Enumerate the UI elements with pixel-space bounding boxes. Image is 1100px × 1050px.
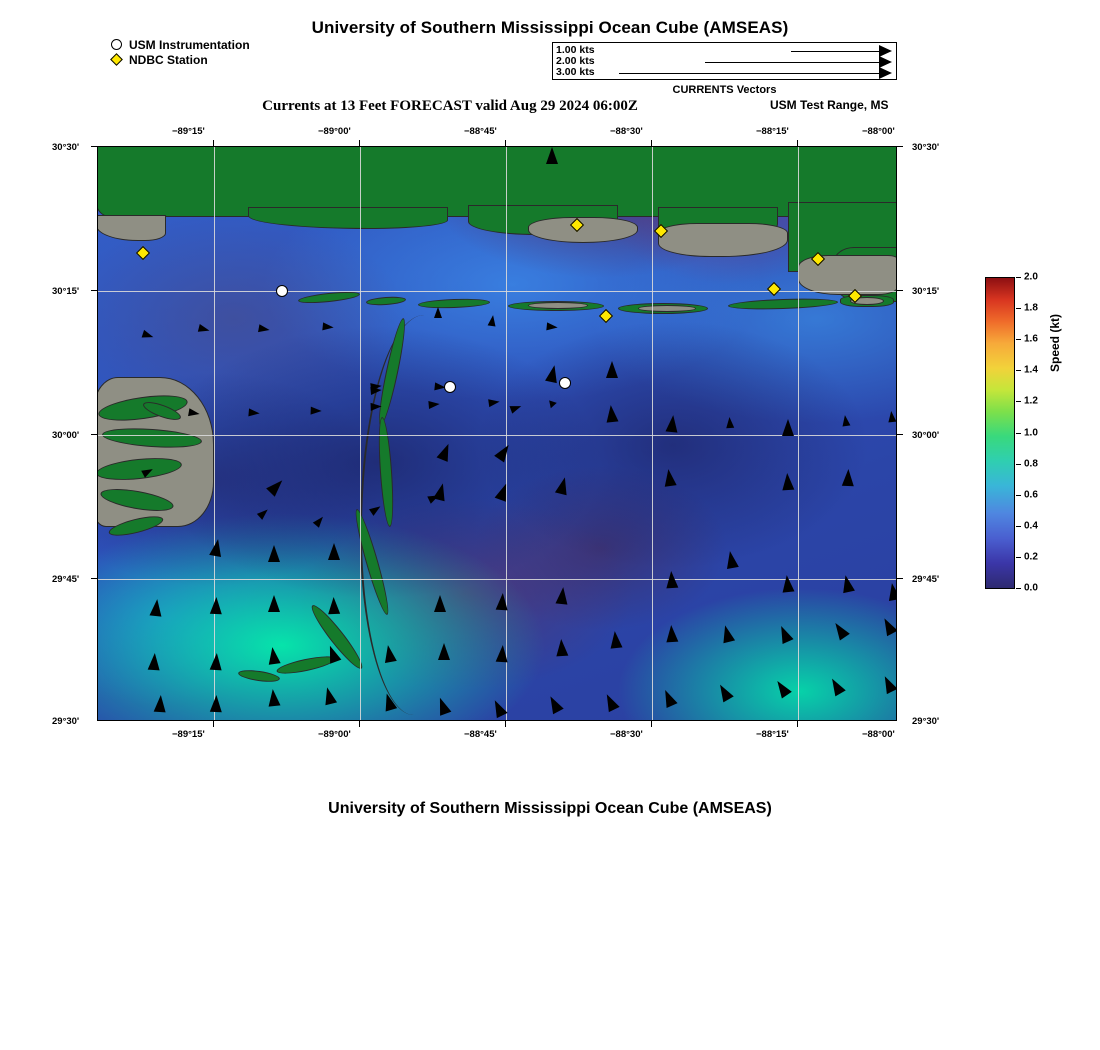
vector-scale-caption: CURRENTS Vectors [672,84,777,96]
colorbar-tick-label: 0.8 [1024,458,1038,470]
station-usm-instrumentation[interactable] [276,285,288,297]
current-vector [438,643,450,660]
legend-label-usm: USM Instrumentation [129,38,250,52]
gridline-lon-4 [652,147,653,720]
station-usm-instrumentation[interactable] [444,381,456,393]
current-vector [549,399,558,408]
axis-label-lon-top-2: −89°00' [318,126,351,137]
current-vector [266,646,280,665]
tick-lon-top-3 [505,140,506,146]
current-vector [662,468,676,487]
axis-label-lon-top-6: −88°00' [862,126,895,137]
gridline-lon-5 [798,147,799,720]
colorbar-tick-label: 1.2 [1024,395,1038,407]
axis-label-lat-left-3: 30°00' [52,430,80,441]
current-vector [148,653,161,671]
colorbar-tick-label: 1.6 [1024,333,1038,345]
axis-label-lat-right-4: 29°45' [912,574,940,585]
current-vector [328,543,340,560]
axis-label-lat-right-5: 29°30' [912,716,940,727]
current-vector [781,473,794,491]
marsh-mainland-mid [528,217,638,243]
tick-lon-bottom-5 [797,721,798,727]
range-label: USM Test Range, MS [770,98,889,112]
page-title: University of Southern Mississippi Ocean Cube (AMSEAS) [311,18,789,37]
current-vector [154,695,167,713]
axis-label-lat-left-1: 30°30' [52,142,80,153]
axis-label-lat-right-2: 30°15' [912,286,940,297]
axis-label-lat-right-3: 30°00' [912,430,940,441]
vector-scale-label-1: 1.00 kts [556,44,595,56]
station-legend [110,38,250,68]
circle-marker-icon [110,38,126,52]
current-vector [370,382,382,391]
tick-lon-bottom-4 [651,721,652,727]
tick-lat-left-1 [91,146,97,147]
current-vector [609,630,623,648]
current-vector [268,545,280,562]
vector-scale-label-3: 3.00 kts [556,66,595,78]
current-vector [434,307,442,318]
vector-scale-row-3 [553,67,898,79]
tick-lon-top-2 [359,140,360,146]
colorbar-tick-label: 0.4 [1024,520,1038,532]
tick-lat-right-2 [897,290,903,291]
current-vector [149,598,163,616]
axis-label-lon-top-1: −89°15' [172,126,205,137]
gridline-lat-3 [98,579,896,580]
vector-scale-label-2: 2.00 kts [556,55,595,67]
current-vector [782,419,794,436]
colorbar-gradient [985,277,1015,589]
current-vector [605,404,619,422]
tick-lat-right-4 [897,578,903,579]
map-canvas[interactable] [97,146,897,721]
colorbar-tick-label: 0.2 [1024,551,1038,563]
tick-lat-left-2 [91,290,97,291]
current-vector [267,688,281,706]
axis-label-lon-bottom-2: −89°00' [318,729,351,740]
current-vector [841,415,850,427]
axis-label-lon-bottom-6: −88°00' [862,729,895,740]
current-vector [665,625,678,643]
tick-lat-left-3 [91,434,97,435]
current-vector [886,582,897,601]
gridline-lon-3 [506,147,507,720]
current-vector [371,402,382,410]
current-vector [322,322,334,331]
current-vector [725,417,734,429]
axis-label-lat-left-2: 30°15' [52,286,80,297]
tick-lon-bottom-2 [359,721,360,727]
marsh-mainland-east [658,223,788,257]
tick-lon-bottom-1 [213,721,214,727]
current-vector [188,408,200,418]
axis-label-lat-left-5: 29°30' [52,716,80,727]
current-vector [496,593,509,611]
legend-item-ndbc [110,53,250,67]
current-vector [258,324,270,334]
legend-item-usm [110,38,250,52]
axis-label-lat-right-1: 30°30' [912,142,940,153]
current-vector [887,411,896,423]
axis-label-lon-top-3: −88°45' [464,126,497,137]
island-petit-bois-marsh [638,305,696,312]
colorbar-tick-label: 1.0 [1024,427,1038,439]
diamond-marker-icon [110,53,126,67]
gridline-lat-2 [98,435,896,436]
current-vector [210,597,223,614]
legend-label-ndbc: NDBC Station [129,53,208,67]
colorbar [985,271,1038,594]
colorbar-tick-label: 0.0 [1024,582,1038,594]
current-vector [268,595,280,612]
tick-lon-bottom-3 [505,721,506,727]
axis-label-lon-bottom-4: −88°30' [610,729,643,740]
colorbar-tick-label: 1.4 [1024,364,1038,376]
tick-lon-top-4 [651,140,652,146]
island-horn-marsh [528,302,588,309]
axis-label-lon-top-4: −88°30' [610,126,643,137]
footer-title: University of Southern Mississippi Ocean Cube (AMSEAS) [328,800,772,817]
current-vector [496,645,509,663]
current-vector [781,574,795,592]
current-vector [428,400,440,409]
colorbar-title: Speed (kt) [1048,313,1062,372]
station-usm-instrumentation[interactable] [559,377,571,389]
vector-scale-box [552,42,897,80]
current-vector [842,469,855,486]
current-vector [555,639,568,657]
current-vector [665,571,678,589]
axis-label-lon-bottom-5: −88°15' [756,729,789,740]
colorbar-tick-label: 1.8 [1024,302,1038,314]
current-vector [210,695,223,712]
forecast-subtitle: Currents at 13 Feet FORECAST valid Aug 29 2024 06:00Z [262,98,638,114]
current-vector [606,361,618,378]
axis-label-lat-left-4: 29°45' [52,574,80,585]
current-vector [434,595,446,612]
current-vector [210,653,223,671]
tick-lat-right-1 [897,146,903,147]
current-vector [546,322,558,331]
current-vector [546,147,558,164]
current-vector [311,407,322,415]
current-vector [488,398,500,407]
axis-label-lon-bottom-1: −89°15' [172,729,205,740]
current-vector [488,315,497,327]
tick-lat-left-4 [91,578,97,579]
tick-lon-top-5 [797,140,798,146]
colorbar-tick-label: 2.0 [1024,271,1038,283]
current-vector [328,597,341,614]
tick-lon-top-1 [213,140,214,146]
current-vector [248,408,260,417]
axis-label-lon-top-5: −88°15' [756,126,789,137]
tick-lat-right-3 [897,434,903,435]
current-vector [555,586,569,604]
gridline-lon-2 [360,147,361,720]
current-vector [665,414,679,432]
colorbar-tick-label: 0.6 [1024,489,1038,501]
axis-label-lon-bottom-3: −88°45' [464,729,497,740]
gridline-lon-1 [214,147,215,720]
